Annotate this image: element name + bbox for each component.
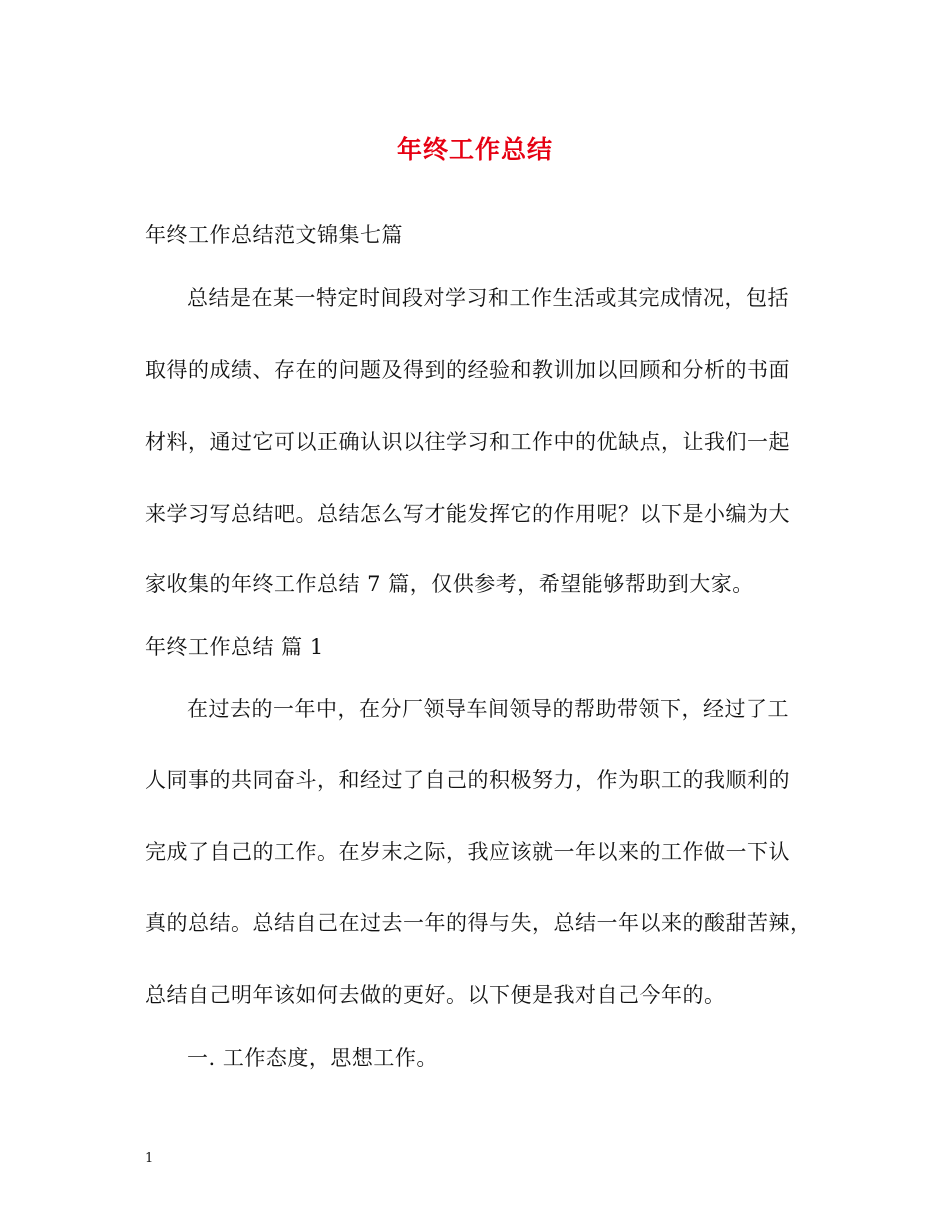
body-line-1: 在过去的一年中，在分厂领导车间领导的帮助带领下，经过了工 — [187, 697, 789, 721]
intro-line-4: 来学习写总结吧。总结怎么写才能发挥它的作用呢？以下是小编为大 — [145, 502, 790, 526]
body-line-3: 完成了自己的工作。在岁末之际，我应该就一年以来的工作做一下认 — [145, 840, 790, 864]
document-title: 年终工作总结 — [396, 135, 553, 164]
document-subtitle: 年终工作总结范文锦集七篇 — [145, 223, 403, 247]
page-number: 1 — [145, 1151, 154, 1166]
body-line-5: 总结自己明年该如何去做的更好。以下便是我对自己今年的。 — [145, 983, 726, 1007]
intro-line-5: 家收集的年终工作总结 7 篇，仅供参考，希望能够帮助到大家。 — [145, 572, 754, 596]
intro-line-3: 材料，通过它可以正确认识以往学习和工作中的优缺点，让我们一起 — [145, 430, 790, 454]
list-item: 一. 工作态度，思想工作。 — [187, 1046, 438, 1070]
intro-line-1: 总结是在某一特定时间段对学习和工作生活或其完成情况，包括 — [187, 286, 789, 310]
body-line-4: 真的总结。总结自己在过去一年的得与失，总结一年以来的酸甜苦辣， — [145, 911, 812, 935]
intro-line-2: 取得的成绩、存在的问题及得到的经验和教训加以回顾和分析的书面 — [145, 358, 790, 382]
section-heading: 年终工作总结 篇 1 — [145, 635, 324, 659]
body-line-2: 人同事的共同奋斗，和经过了自己的积极努力，作为职工的我顺利的 — [145, 768, 790, 792]
